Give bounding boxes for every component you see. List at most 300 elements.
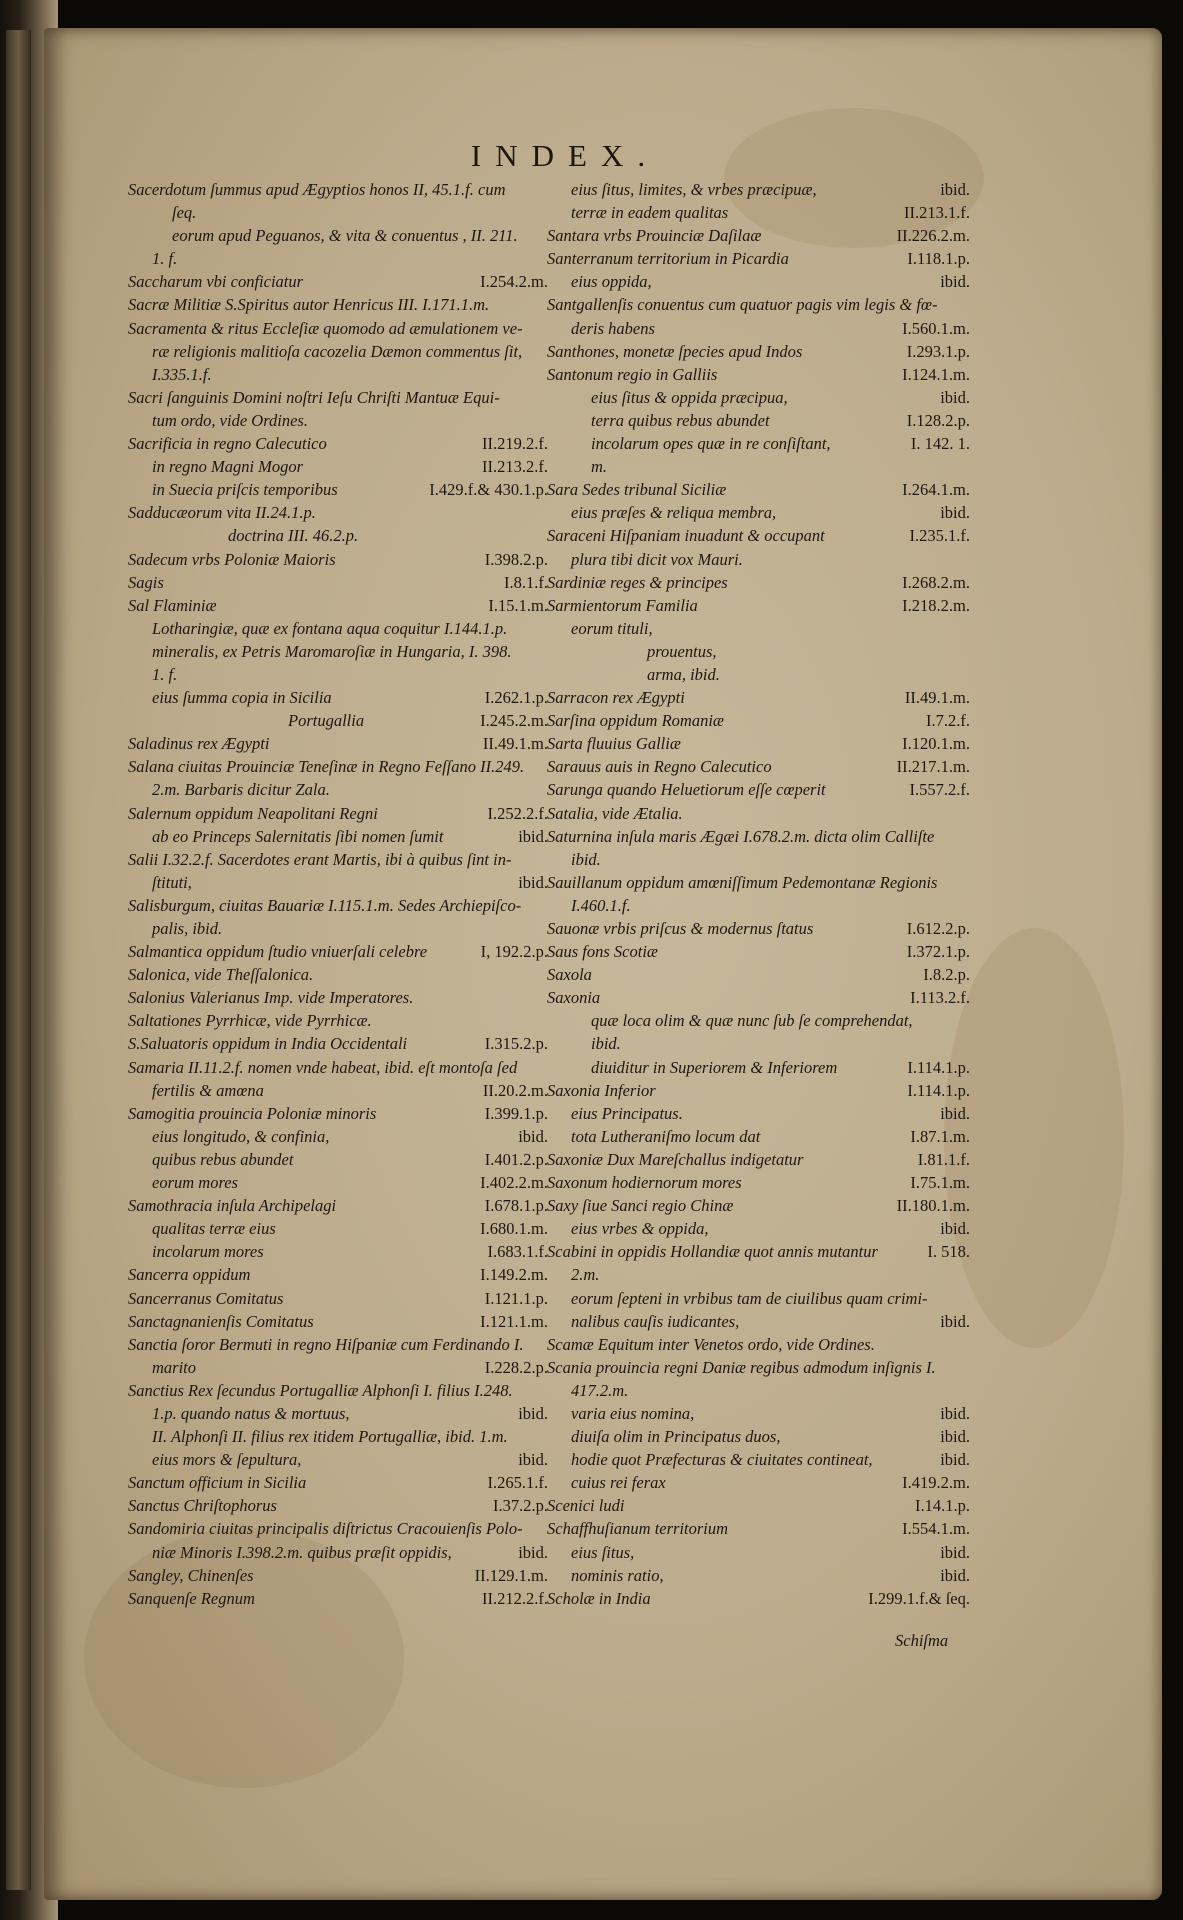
entry-text: ibid. <box>591 1034 621 1054</box>
entry-reference: ibid. <box>940 1427 970 1447</box>
entry-text: Sacramenta & ritus Eccleſiæ quomodo ad æmulationem ve- <box>128 318 523 338</box>
index-entry <box>128 709 548 732</box>
entry-text: ſeq. <box>172 203 197 223</box>
entry-text: ſtituti, <box>152 872 192 892</box>
entry-text: diuiſa olim in Principatus duos, <box>571 1427 781 1447</box>
index-entry <box>128 1517 548 1540</box>
index-entry <box>128 1471 548 1494</box>
entry-reference: I.398.2.p. <box>484 549 548 569</box>
index-entry <box>547 1402 970 1425</box>
entry-reference: I.128.2.p. <box>906 410 970 430</box>
entry-text: Sarta fluuius Galliæ <box>547 734 681 754</box>
entry-text: Sarmientorum Familia <box>547 595 698 615</box>
entry-reference: I.235.1.f. <box>909 526 970 546</box>
index-entry <box>128 1425 548 1448</box>
entry-reference: I.264.1.m. <box>902 480 970 500</box>
index-entry <box>128 1564 548 1587</box>
entry-reference: I.254.2.m. <box>480 272 548 292</box>
entry-reference: I.113.2.f. <box>910 988 970 1008</box>
index-entry <box>547 1494 970 1517</box>
entry-text: Sal Flaminiæ <box>128 595 217 615</box>
entry-text: Saxonia <box>547 988 601 1008</box>
entry-text: Sarſina oppidum Romaniæ <box>547 711 724 731</box>
index-entry <box>547 1079 970 1102</box>
index-entry <box>547 917 970 940</box>
index-entry <box>547 386 970 409</box>
entry-reference: I.678.1.p. <box>484 1196 548 1216</box>
entry-text: Sanctus Chriſtophorus <box>128 1496 277 1516</box>
entry-text: Salii I.32.2.f. Sacerdotes erant Martis, ibi à quibus ſint in- <box>128 849 512 869</box>
entry-reference: I.121.1.m. <box>480 1311 548 1331</box>
entry-text: Scholæ in India <box>547 1588 651 1608</box>
entry-text: Santhones, monetæ ſpecies apud Indos <box>547 341 803 361</box>
index-entry <box>547 1379 970 1402</box>
index-entry <box>547 1425 970 1448</box>
index-entry <box>128 940 548 963</box>
entry-text: Salonica, vide Theſſalonica. <box>128 965 314 985</box>
index-entry <box>128 548 548 571</box>
entry-text: Santonum regio in Galliis <box>547 364 718 384</box>
index-entry <box>547 871 970 894</box>
entry-text: Sacri ſanguinis Domini noſtri Ieſu Chriſti Mantuæ Equi- <box>128 387 500 407</box>
index-column-right <box>547 178 970 1610</box>
entry-reference: I.252.2.f. <box>487 803 548 823</box>
entry-text: Saccharum vbi conficiatur <box>128 272 304 292</box>
index-entry <box>128 386 548 409</box>
index-entry <box>547 1009 970 1032</box>
entry-reference: I.429.f.& 430.1.p. <box>429 480 548 500</box>
index-entry <box>128 986 548 1009</box>
entry-text: Satalia, vide Ætalia. <box>547 803 683 823</box>
entry-text: Sara Sedes tribunal Siciliæ <box>547 480 727 500</box>
index-entry <box>128 293 548 316</box>
index-entry <box>547 247 970 270</box>
index-entry <box>128 732 548 755</box>
entry-text: eius ſitus & oppida præcipua, <box>591 387 788 407</box>
index-entry <box>128 1217 548 1240</box>
entry-reference: II.226.2.m. <box>896 226 970 246</box>
index-entry <box>128 247 548 270</box>
entry-reference: ibid. <box>518 872 548 892</box>
index-entry <box>547 524 970 547</box>
index-entry <box>128 1148 548 1171</box>
entry-reference: I. 142. 1. <box>910 434 970 454</box>
entry-reference: I.401.2.p. <box>484 1149 548 1169</box>
entry-text: eius præſes & reliqua membra, <box>571 503 777 523</box>
entry-text: Saxonia Inferior <box>547 1080 656 1100</box>
index-entry <box>547 501 970 524</box>
entry-text: Schaffhuſianum territorium <box>547 1519 729 1539</box>
index-entry <box>128 224 548 247</box>
entry-text: ræ religionis malitioſa cacozelia Dæmon commentus ſit, <box>152 341 523 361</box>
entry-text: Saxola <box>547 965 592 985</box>
index-entry <box>547 617 970 640</box>
entry-reference: I.118.1.p. <box>907 249 970 269</box>
entry-reference: I.15.1.m. <box>488 595 548 615</box>
entry-text: ibid. <box>571 849 601 869</box>
index-entry <box>547 270 970 293</box>
index-entry <box>128 1079 548 1102</box>
index-entry <box>547 848 970 871</box>
entry-text: 2.m. Barbaris dicitur Zala. <box>152 780 330 800</box>
entry-text: eius vrbes & oppida, <box>571 1219 709 1239</box>
entry-text: Samogitia prouincia Poloniæ minoris <box>128 1103 377 1123</box>
index-entry <box>547 778 970 801</box>
entry-reference: II.49.1.m. <box>482 734 548 754</box>
index-entry <box>547 594 970 617</box>
entry-text: nalibus cauſis iudicantes, <box>571 1311 740 1331</box>
entry-text: qualitas terræ eius <box>152 1219 276 1239</box>
index-entry <box>547 940 970 963</box>
paper-stain <box>944 928 1124 1348</box>
entry-reference: I.680.1.m. <box>480 1219 548 1239</box>
entry-text: Salana ciuitas Prouinciæ Teneſinæ in Regno Feſſano II.249. <box>128 757 525 777</box>
entry-text: marito <box>152 1357 197 1377</box>
index-entry <box>128 571 548 594</box>
entry-text: Saus fons Scotiæ <box>547 942 658 962</box>
entry-reference: ibid. <box>940 180 970 199</box>
index-entry <box>128 432 548 455</box>
entry-reference: II.129.1.m. <box>474 1565 548 1585</box>
entry-reference: II.20.2.m. <box>482 1080 548 1100</box>
entry-text: Sangley, Chinenſes <box>128 1565 254 1585</box>
entry-text: Sauillanum oppidum amœniſſimum Pedemontanæ Regionis <box>547 872 938 892</box>
index-entry <box>547 1056 970 1079</box>
entry-text: quibus rebus abundet <box>152 1149 294 1169</box>
entry-reference: ibid. <box>518 1450 548 1470</box>
entry-text: mineralis, ex Petris Maromaroſiæ in Hungaria, I. 398. <box>152 641 512 661</box>
entry-text: Scamæ Equitum inter Venetos ordo, vide Ordines. <box>547 1334 875 1354</box>
index-entry <box>547 478 970 501</box>
entry-reference: I.293.1.p. <box>906 341 970 361</box>
entry-text: arma, ibid. <box>647 664 720 684</box>
index-entry <box>128 1494 548 1517</box>
entry-reference: ibid. <box>940 1403 970 1423</box>
index-entry <box>128 825 548 848</box>
entry-text: Samaria II.11.2.f. nomen vnde habeat, ibid. eſt montoſa ſed <box>128 1057 518 1077</box>
entry-text: Sagis <box>128 572 164 592</box>
entry-reference: II.219.2.f. <box>482 434 548 454</box>
entry-reference: ibid. <box>940 1311 970 1331</box>
index-entry <box>547 178 970 201</box>
index-entry <box>128 802 548 825</box>
entry-reference: ibid. <box>518 826 548 846</box>
entry-text: II. Alphonſi II. filius rex itidem Portugalliæ, ibid. 1.m. <box>152 1427 508 1447</box>
entry-text: plura tibi dicit vox Mauri. <box>571 549 743 569</box>
entry-reference: I.299.1.f.& ſeq. <box>868 1588 970 1608</box>
index-entry <box>547 548 970 571</box>
index-entry <box>547 802 970 825</box>
entry-text: eius longitudo, & confinia, <box>152 1126 330 1146</box>
entry-reference: I.402.2.m. <box>480 1173 548 1193</box>
entry-text: diuiditur in Superiorem & Inferiorem <box>591 1057 838 1077</box>
index-entry <box>128 317 548 340</box>
entry-text: in regno Magni Mogor <box>152 457 304 477</box>
entry-reference: I.7.2.f. <box>926 711 970 731</box>
index-entry <box>547 1125 970 1148</box>
index-entry <box>128 755 548 778</box>
index-entry <box>547 894 970 917</box>
entry-reference: ibid. <box>518 1126 548 1146</box>
entry-text: Scabini in oppidis Hollandiæ quot annis mutantur <box>547 1242 878 1262</box>
entry-text: niæ Minoris I.398.2.m. quibus præſit oppidis, <box>152 1542 452 1562</box>
entry-text: 1. f. <box>152 664 178 684</box>
entry-text: Sauonæ vrbis priſcus & modernus ſtatus <box>547 919 814 938</box>
index-entry <box>547 224 970 247</box>
entry-reference: I.557.2.f. <box>909 780 970 800</box>
entry-text: Salisburgum, ciuitas Bauariæ I.115.1.m. Sedes Archiepiſco- <box>128 895 522 915</box>
index-entry <box>128 1379 548 1402</box>
entry-text: Samothracia inſula Archipelagi <box>128 1196 337 1216</box>
entry-text: Santgallenſis conuentus cum quatuor pagis vim legis & fœ- <box>547 295 938 315</box>
entry-reference: ibid. <box>940 1542 970 1562</box>
entry-reference: I.121.1.p. <box>484 1288 548 1308</box>
index-entry <box>128 617 548 640</box>
entry-text: Scania prouincia regni Daniæ regibus admodum inſignis I. <box>547 1357 936 1377</box>
entry-text: Salonius Valerianus Imp. vide Imperatores. <box>128 988 414 1008</box>
entry-text: eius mors & ſepultura, <box>152 1450 302 1470</box>
entry-text: Sanctum officium in Sicilia <box>128 1473 307 1493</box>
entry-text: Sarracon rex Ægypti <box>547 688 685 708</box>
index-entry <box>547 1148 970 1171</box>
index-entry <box>547 1356 970 1379</box>
index-entry <box>547 1587 970 1610</box>
index-entry <box>128 594 548 617</box>
entry-text: varia eius nomina, <box>571 1403 695 1423</box>
entry-text: Saxoniæ Dux Mareſchallus indigetatur <box>547 1149 804 1169</box>
index-entry <box>547 686 970 709</box>
entry-text: cuius rei ferax <box>571 1473 666 1493</box>
entry-text: 2.m. <box>571 1265 600 1285</box>
index-entry <box>547 1171 970 1194</box>
index-entry <box>547 1541 970 1564</box>
entry-reference: II.49.1.m. <box>904 688 970 708</box>
index-entry <box>547 340 970 363</box>
entry-reference: I.560.1.m. <box>902 318 970 338</box>
entry-text: eorum mores <box>152 1173 239 1193</box>
entry-reference: I.372.1.p. <box>906 942 970 962</box>
entry-text: palis, ibid. <box>152 919 223 938</box>
entry-reference: I.114.1.p. <box>907 1080 970 1100</box>
index-entry <box>547 1240 970 1263</box>
index-entry <box>128 178 548 201</box>
index-entry <box>128 501 548 524</box>
entry-text: tota Lutheraniſmo locum dat <box>571 1126 761 1146</box>
entry-text: Scenici ludi <box>547 1496 625 1516</box>
entry-reference: I, 192.2.p. <box>480 942 548 962</box>
entry-text: 1. f. <box>152 249 178 269</box>
entry-text: S.Saluatoris oppidum in India Occidentali <box>128 1034 408 1054</box>
index-entry <box>547 1194 970 1217</box>
index-entry <box>128 663 548 686</box>
entry-reference: ibid. <box>940 272 970 292</box>
index-entry <box>547 1564 970 1587</box>
entry-text: Santerranum territorium in Picardia <box>547 249 789 269</box>
entry-reference: I.265.1.f. <box>487 1473 548 1493</box>
entry-text: Salernum oppidum Neapolitani Regni <box>128 803 378 823</box>
entry-reference: II.212.2.f. <box>482 1588 548 1608</box>
index-entry <box>547 1448 970 1471</box>
index-entry <box>128 455 548 478</box>
entry-text: Sadducæorum vita II.24.1.p. <box>128 503 316 523</box>
index-entry <box>128 340 548 363</box>
index-entry <box>547 317 970 340</box>
index-entry <box>128 1171 548 1194</box>
index-entry <box>547 409 970 432</box>
entry-reference: I.228.2.p. <box>484 1357 548 1377</box>
entry-text: eorum apud Peguanos, & vita & conuentus , II. 211. <box>172 226 518 246</box>
index-entry <box>128 1125 548 1148</box>
index-column-left <box>128 178 548 1610</box>
entry-text: Sanctia ſoror Bermuti in regno Hiſpaniæ cum Ferdinando I. <box>128 1334 524 1354</box>
entry-text: Sancerra oppidum <box>128 1265 251 1285</box>
index-entry <box>547 293 970 316</box>
entry-text: Saraceni Hiſpaniam inuadunt & occupant <box>547 526 825 546</box>
entry-reference: I.262.1.p. <box>484 688 548 708</box>
entry-text: Sanctagnanienſis Comitatus <box>128 1311 314 1331</box>
entry-text: terræ in eadem qualitas <box>571 203 729 223</box>
entry-text: Sadecum vrbs Poloniæ Maioris <box>128 549 336 569</box>
entry-text: Saxonum hodiernorum mores <box>547 1173 742 1193</box>
entry-text: eorum tituli, <box>571 618 653 638</box>
index-entry <box>128 1448 548 1471</box>
entry-text: Saturnina inſula maris Ægæi I.678.2.m. dicta olim Calliſte <box>547 826 935 846</box>
index-entry <box>128 1287 548 1310</box>
index-entry <box>547 571 970 594</box>
entry-text: eius Principatus. <box>571 1103 683 1123</box>
entry-text: hodie quot Præfecturas & ciuitates contineat, <box>571 1450 873 1470</box>
index-entry <box>547 363 970 386</box>
index-entry <box>128 1056 548 1079</box>
entry-reference: ibid. <box>518 1542 548 1562</box>
index-entry <box>547 1517 970 1540</box>
index-entry <box>547 1263 970 1286</box>
index-entry <box>128 1102 548 1125</box>
entry-text: deris habens <box>571 318 655 338</box>
index-entry <box>128 1587 548 1610</box>
entry-reference: I.149.2.m. <box>480 1265 548 1285</box>
entry-text: terra quibus rebus abundet <box>591 410 770 430</box>
entry-text: Sardiniæ reges & principes <box>547 572 728 592</box>
index-entry <box>128 1310 548 1333</box>
entry-reference: II.213.2.f. <box>482 457 548 477</box>
entry-reference: I.268.2.m. <box>902 572 970 592</box>
index-entry <box>547 732 970 755</box>
catchword: Schiſma <box>895 1631 949 1650</box>
entry-reference: I.218.2.m. <box>902 595 970 615</box>
entry-text: tum ordo, vide Ordines. <box>152 410 308 430</box>
index-entry <box>128 686 548 709</box>
entry-reference: I.114.1.p. <box>907 1057 970 1077</box>
entry-reference: I.8.2.p. <box>923 965 970 985</box>
entry-reference: II.217.1.m. <box>896 757 970 777</box>
entry-reference: I.14.1.p. <box>915 1496 970 1516</box>
index-entry <box>128 1009 548 1032</box>
entry-text: Santara vrbs Prouinciæ Daſilaæ <box>547 226 762 246</box>
index-entry <box>547 1333 970 1356</box>
index-entry <box>128 1194 548 1217</box>
entry-reference: ibid. <box>940 1565 970 1585</box>
entry-reference: I. 518. <box>927 1242 970 1262</box>
entry-text: Sanquenſe Regnum <box>128 1588 255 1608</box>
index-entry <box>128 270 548 293</box>
index-entry <box>547 663 970 686</box>
index-entry <box>128 1356 548 1379</box>
entry-text: I.460.1.f. <box>571 895 631 915</box>
index-entry <box>547 1217 970 1240</box>
index-entry <box>128 848 548 871</box>
entry-text: Saltationes Pyrrhicæ, vide Pyrrhicæ. <box>128 1011 372 1031</box>
index-entry <box>547 1471 970 1494</box>
index-entry <box>128 1333 548 1356</box>
entry-reference: ibid. <box>940 1450 970 1470</box>
entry-text: eius ſumma copia in Sicilia <box>152 688 332 708</box>
entry-reference: ibid. <box>518 1403 548 1423</box>
index-entry <box>128 778 548 801</box>
entry-reference: I.37.2.p. <box>493 1496 548 1516</box>
entry-text: Portugallia <box>288 711 365 731</box>
entry-reference: I.120.1.m. <box>902 734 970 754</box>
entry-reference: II.180.1.m. <box>896 1196 970 1216</box>
entry-text: fertilis & amœna <box>152 1080 264 1100</box>
entry-text: doctrina III. 46.2.p. <box>228 526 359 546</box>
entry-reference: ibid. <box>940 1219 970 1239</box>
index-entry <box>128 363 548 386</box>
index-entry <box>547 1102 970 1125</box>
entry-text: Sacrificia in regno Calecutico <box>128 434 327 454</box>
entry-text: ab eo Princeps Salernitatis ſibi nomen ſumit <box>152 826 444 846</box>
entry-reference: ibid. <box>940 1103 970 1123</box>
entry-text: eius oppida, <box>571 272 652 292</box>
entry-reference: I.124.1.m. <box>902 364 970 384</box>
index-entry <box>547 709 970 732</box>
index-entry <box>128 478 548 501</box>
entry-text: I.335.1.f. <box>152 364 212 384</box>
entry-text: in Suecia priſcis temporibus <box>152 480 338 500</box>
entry-reference: I.399.1.p. <box>484 1103 548 1123</box>
entry-text: Lotharingiæ, quæ ex fontana aqua coquitur I.144.1.p. <box>152 618 508 638</box>
entry-text: quæ loca olim & quæ nunc ſub ſe comprehendat, <box>591 1011 913 1031</box>
entry-text: Sacræ Militiæ S.Spiritus autor Henricus III. I.171.1.m. <box>128 295 490 315</box>
index-entry <box>128 894 548 917</box>
entry-reference: ibid. <box>940 503 970 523</box>
entry-text: eius ſitus, limites, & vrbes præcipuæ, <box>571 180 817 199</box>
entry-reference: I.75.1.m. <box>910 1173 970 1193</box>
entry-reference: I.245.2.m. <box>480 711 548 731</box>
entry-text: Sancerranus Comitatus <box>128 1288 284 1308</box>
entry-text: Sanctius Rex ſecundus Portugalliæ Alphonſi I. filius I.248. <box>128 1380 513 1400</box>
entry-reference: ibid. <box>940 387 970 407</box>
entry-reference: I.419.2.m. <box>902 1473 970 1493</box>
index-entry <box>547 1287 970 1310</box>
index-entry <box>547 201 970 224</box>
index-entry <box>547 1032 970 1055</box>
index-entry <box>128 524 548 547</box>
entry-reference: I.554.1.m. <box>902 1519 970 1539</box>
index-entry <box>128 1541 548 1564</box>
entry-text: eorum ſepteni in vrbibus tam de ciuilibus quam crimi- <box>571 1288 928 1308</box>
index-entry <box>128 640 548 663</box>
index-entry <box>128 917 548 940</box>
index-entry <box>128 963 548 986</box>
index-entry <box>547 963 970 986</box>
entry-text: Saladinus rex Ægypti <box>128 734 270 754</box>
entry-reference: I.683.1.f. <box>487 1242 548 1262</box>
entry-text: incolarum opes quæ in re conſiſtant, <box>591 434 831 454</box>
entry-text: m. <box>591 457 608 477</box>
facing-page-edge <box>6 30 31 1890</box>
index-entry <box>547 455 970 478</box>
